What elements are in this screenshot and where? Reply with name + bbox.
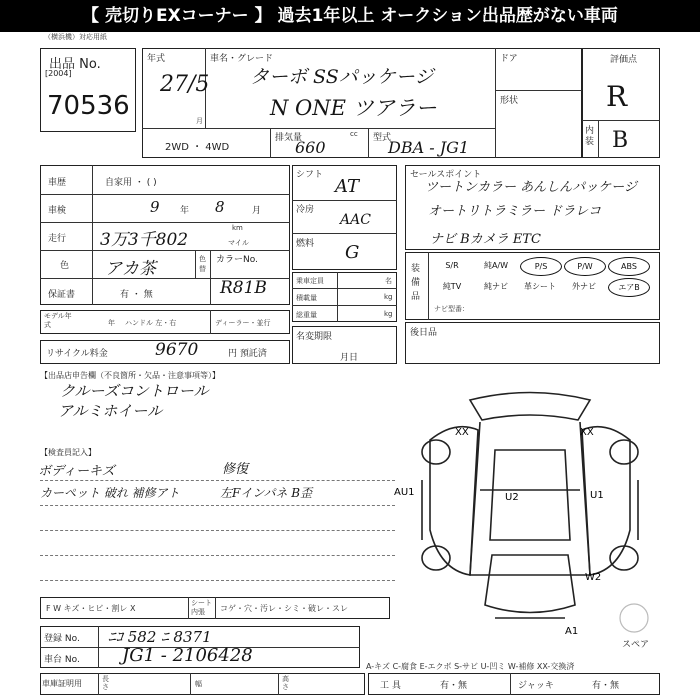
equip-tv: 純TV	[442, 282, 462, 291]
lot-year-small: [2004]	[45, 69, 72, 78]
cert-height: 高さ	[282, 675, 289, 691]
rear-label: 後日品	[410, 328, 438, 338]
body-type-label: 形状	[500, 96, 519, 106]
car-name-line2: N ONE ツアラー	[270, 96, 437, 120]
cert-label: 車庫証明用	[42, 679, 82, 688]
model-year-label: 年式	[147, 54, 166, 64]
warranty-value: 有 ・ 無	[120, 290, 153, 300]
displacement-value: 660	[295, 138, 326, 157]
equip-abs: ABS	[608, 257, 650, 276]
car-damage-diagram	[394, 380, 660, 640]
displacement-label: 排気量	[275, 133, 303, 143]
model-code-label: 型式	[373, 133, 392, 143]
color-change-label: 色替	[199, 255, 206, 273]
inspection-label: 車検	[48, 206, 67, 216]
sales-line-3: ナビ Bカメラ ETC	[430, 232, 541, 247]
inspection-month-unit: 月	[252, 206, 262, 216]
tools-value: 有・無	[440, 681, 468, 691]
mark-au1: AU1	[394, 487, 415, 498]
score-value: R	[606, 80, 628, 113]
sales-points-label: セールスポイント	[410, 170, 482, 180]
interior-value: B	[612, 128, 629, 153]
inspection-year: 9	[150, 198, 160, 216]
tools-label: 工 具	[380, 681, 401, 691]
mark-w2: W2	[585, 572, 602, 583]
rear-box	[405, 322, 660, 364]
door-label: ドア	[500, 54, 518, 64]
equip-ext-navi: 外ナビ	[572, 282, 596, 291]
interior-label: 内装	[585, 126, 595, 147]
mark-u2: U2	[505, 492, 519, 503]
lot-label: 出品 No.	[49, 57, 101, 72]
fuel-value: G	[345, 242, 360, 263]
chassis-label: 車台 No.	[44, 655, 80, 665]
inspector-left-1: ボディーキズ	[38, 464, 115, 479]
color-no-value: R81B	[220, 278, 267, 298]
inspection-month: 8	[215, 198, 225, 216]
aircon-value: AAC	[340, 212, 371, 228]
score-label: 評価点	[610, 55, 638, 65]
equip-airbag: エアB	[608, 278, 650, 297]
top-note: （横浜機）対応用紙	[44, 33, 107, 41]
equip-navi-model: ナビ型番：	[434, 305, 469, 313]
shift-label: シフト	[296, 170, 324, 180]
warranty-label: 保証書	[48, 290, 76, 300]
weight-label: 総重量	[296, 311, 317, 319]
recycle-unit: 円 預託済	[228, 349, 267, 359]
load-unit: kg	[384, 293, 393, 301]
shift-value: AT	[335, 176, 360, 197]
mileage-value: 3万3千802	[100, 230, 189, 250]
legend-bottom: A-キズ C-腐食 E-エクボ S-サビ U-凹ミ W-補修 XX-交換済	[366, 662, 575, 671]
recycle-label: リサイクル料金	[46, 349, 108, 359]
history-value: 自家用 ・ ( )	[105, 178, 157, 188]
equip-leather: 革シート	[524, 282, 556, 291]
car-name-line1: ターボ SSパッケージ	[250, 66, 434, 88]
inspector-label: 【検査員記入】	[40, 448, 96, 457]
model-row-handle: ハンドル 左・右	[125, 319, 177, 327]
seat-legend: シート 内張	[191, 599, 212, 616]
model-row-dealer: ディーラー・並行	[215, 319, 271, 327]
sales-line-2: オートリトラミラー ドラレコ	[428, 204, 602, 219]
model-year-month: 月	[196, 117, 203, 125]
registration-value: ﾆｺ 582 ﾆ 8371	[108, 628, 212, 646]
sales-line-1: ツートンカラー あんしんパッケージ	[425, 180, 637, 195]
history-label: 車歴	[48, 178, 67, 188]
recycle-value: 9670	[155, 340, 199, 360]
model-row-label: モデル年式	[44, 312, 72, 329]
banner: 【 売切りEXコーナー 】 過去1年以上 オークション出品歴がない車両	[0, 0, 700, 32]
exhibitor-line-1: クルーズコントロール	[60, 382, 209, 400]
capacity-label: 乗車定員	[296, 277, 324, 285]
mileage-km: km	[232, 224, 243, 232]
color-no-label: カラーNo.	[216, 255, 258, 265]
mileage-label: 走行	[48, 234, 67, 244]
color-label: 色	[60, 261, 70, 271]
spare-label: スペア	[622, 640, 650, 650]
inspector-left-2: カーペット 破れ 補修アト	[40, 486, 180, 500]
jack-label: ジャッキ	[518, 681, 554, 691]
mark-u1: U1	[590, 490, 604, 501]
inspection-year-unit: 年	[180, 206, 190, 216]
color-value: アカ茶	[105, 259, 156, 279]
drive-label: 2WD ・ 4WD	[165, 142, 230, 153]
weight-unit: kg	[384, 310, 393, 318]
model-year-value: 27/5	[160, 72, 210, 97]
jack-value: 有・無	[592, 681, 620, 691]
mileage-mile: マイル	[228, 239, 249, 247]
equip-aw: 純A/W	[483, 261, 509, 270]
model-code-value: DBA - JG1	[388, 138, 470, 157]
cert-row	[40, 673, 365, 695]
cert-length: 長さ	[102, 675, 109, 691]
equip-pw: P/W	[564, 257, 606, 276]
displacement-unit: cc	[350, 130, 358, 138]
fuel-label: 燃料	[296, 239, 315, 249]
equip-navi: 純ナビ	[484, 282, 508, 291]
aircon-label: 冷房	[296, 205, 315, 215]
lot-number: 70536	[47, 91, 130, 121]
cert-width: 幅	[195, 680, 202, 688]
exhibitor-line-2: アルミホイール	[58, 402, 163, 420]
fw-legend: F W キズ・ヒビ・割レ X	[46, 604, 136, 613]
car-name-label: 車名・グレード	[210, 54, 274, 64]
equip-ps: P/S	[520, 257, 562, 276]
inspector-right-1: 修復	[222, 462, 249, 477]
mark-xx-right: XX	[580, 427, 594, 438]
model-row-year: 年	[108, 319, 115, 327]
load-label: 積載量	[296, 294, 317, 302]
equipment-label: 装備品	[411, 264, 421, 302]
mark-a1: A1	[565, 626, 579, 637]
name-change-label: 名変期限	[296, 332, 333, 342]
lot-box	[40, 48, 136, 132]
inspector-right-2: 左Fインパネ B歪	[220, 486, 313, 500]
mark-xx-left: XX	[455, 427, 469, 438]
name-change-unit: 月日	[340, 353, 359, 363]
exhibitor-label: 【出品店申告欄（不良箇所・欠品・注意事項等）】	[40, 371, 220, 380]
seat-legend-items: コゲ・穴・汚レ・シミ・破レ・スレ	[220, 604, 348, 613]
equip-sr: S/R	[445, 261, 459, 270]
capacity-unit: 名	[385, 277, 392, 285]
chassis-value: JG1 - 2106428	[122, 645, 253, 666]
registration-label: 登録 No.	[44, 634, 80, 644]
